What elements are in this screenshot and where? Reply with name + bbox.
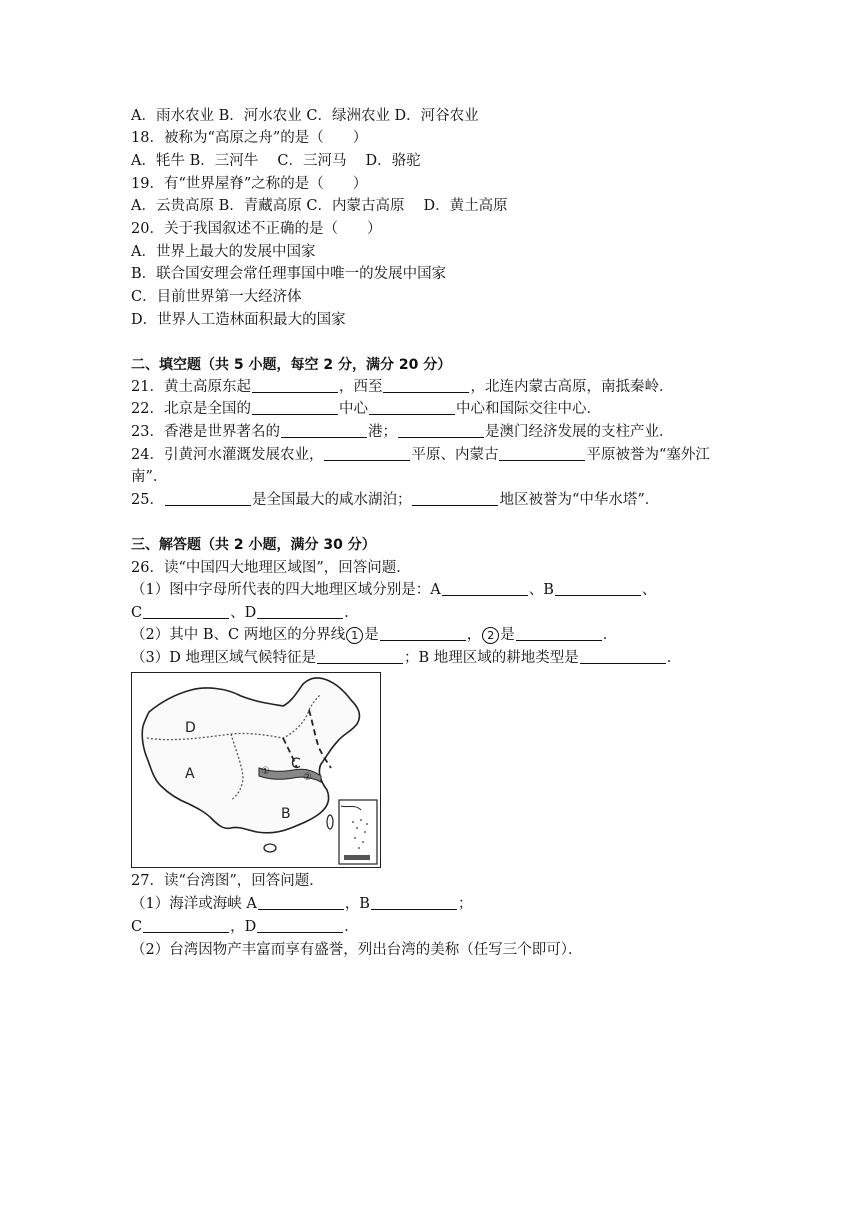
question-20-option-b: B．联合国安理会常任理事国中唯一的发展中国家 — [131, 266, 447, 282]
q23-text-a: 23．香港是世界著名的 — [131, 424, 280, 440]
question-20-stem: 20．关于我国叙述不正确的是（ ） — [131, 221, 382, 237]
question-27-part-2: （2）台湾因物产丰富而享有盛誉，列出台湾的美称（任写三个即可）． — [131, 942, 583, 958]
q23-text-b: 港； — [367, 424, 397, 440]
hainan-island — [264, 844, 276, 852]
q22-text-c: 中心和国际交往中心． — [455, 401, 601, 417]
circled-number-2: 2 — [482, 627, 499, 644]
q21-text-c: ，北连内蒙古高原，南抵秦岭． — [470, 379, 674, 395]
question-21 — [131, 377, 673, 397]
answer-blank[interactable] — [369, 400, 455, 415]
q26-p2-text-b: 是 — [364, 627, 379, 643]
q23-text-c: 是澳门经济发展的支柱产业． — [484, 424, 674, 440]
circled-number-1: 1 — [346, 627, 363, 644]
answer-blank[interactable] — [580, 649, 666, 664]
question-24-continued: 南”． — [131, 469, 168, 485]
q25-text-b: 是全国最大的咸水湖泊； — [251, 492, 412, 508]
q27-p1-text-d: C — [131, 919, 143, 935]
question-18-options: A．牦牛 B．三河牛 C．三河马 D．骆驼 — [131, 153, 421, 169]
answer-blank[interactable] — [380, 626, 466, 641]
question-27-part-1 — [131, 894, 472, 914]
answer-blank[interactable] — [324, 446, 410, 461]
q22-text-a: 22．北京是全国的 — [131, 401, 251, 417]
answer-blank[interactable] — [398, 423, 484, 438]
q21-text-b: ，西至 — [338, 379, 383, 395]
map-label-b: B — [281, 806, 291, 822]
question-22 — [131, 399, 601, 419]
q25-text-c: 地区被誉为“中华水塔”． — [499, 492, 660, 508]
q22-text-b: 中心 — [338, 401, 368, 417]
question-20-option-c: C．目前世界第一大经济体 — [131, 289, 302, 305]
question-26-part-1 — [131, 580, 656, 600]
china-regions-map-svg — [131, 672, 381, 868]
answer-blank[interactable] — [143, 604, 229, 619]
q27-p1-text-e: ，D — [230, 919, 257, 935]
map-label-circle-2: ② — [303, 772, 312, 783]
answer-blank[interactable] — [412, 491, 498, 506]
question-18-stem: 18．被称为“高原之舟”的是（ ） — [131, 130, 368, 146]
answer-blank[interactable] — [281, 423, 367, 438]
question-19-stem: 19．有“世界屋脊”之称的是（ ） — [131, 176, 368, 192]
question-19-options: A．云贵高原 B．青藏高原 C．内蒙古高原 D．黄土高原 — [131, 198, 508, 214]
answer-blank[interactable] — [371, 895, 457, 910]
china-regions-map — [131, 672, 381, 868]
answer-blank[interactable] — [499, 446, 585, 461]
q25-text-a: 25． — [131, 492, 164, 508]
q26-p1-text-c: 、 — [641, 582, 657, 598]
q27-p1-text-b: ，B — [344, 896, 370, 912]
q24-text-c: 平原被誉为“塞外江 — [586, 447, 710, 463]
map-label-a: A — [185, 766, 195, 782]
q26-p1-text-e: 、D — [230, 605, 257, 621]
answer-blank[interactable] — [516, 626, 602, 641]
south-sea-inset-caption — [344, 855, 370, 860]
q27-p1-text-c: ； — [457, 896, 473, 912]
question-20-option-d: D．世界人工造林面积最大的国家 — [131, 312, 346, 328]
question-27-part-1-continued — [131, 917, 359, 937]
question-17-options: A．雨水农业 B．河水农业 C．绿洲农业 D．河谷农业 — [131, 108, 479, 124]
answer-blank[interactable] — [257, 604, 343, 619]
q24-text-a: 24．引黄河水灌溉发展农业， — [131, 447, 324, 463]
question-23 — [131, 422, 673, 442]
answer-blank[interactable] — [252, 400, 338, 415]
q21-text-a: 21．黄土高原东起 — [131, 379, 251, 395]
taiwan-island — [327, 815, 333, 829]
map-label-circle-1: ① — [261, 766, 270, 777]
answer-blank[interactable] — [257, 918, 343, 933]
q26-p1-text-a: （1）图中字母所代表的四大地理区域分别是：A — [131, 582, 441, 598]
q27-p1-text-f: ． — [344, 919, 359, 935]
answer-blank[interactable] — [165, 491, 251, 506]
question-26-part-3 — [131, 648, 681, 668]
q27-p1-text-a: （1）海洋或海峡 A — [131, 896, 257, 912]
q26-p2-text-c: ， — [466, 627, 482, 643]
q26-p3-text-c: ． — [666, 650, 682, 666]
map-label-c: C — [291, 756, 301, 772]
q26-p1-text-d: C — [131, 605, 143, 621]
answer-blank[interactable] — [317, 649, 403, 664]
south-sea-inset — [339, 800, 377, 864]
question-20-option-a: A．世界上最大的发展中国家 — [131, 244, 316, 260]
question-24 — [131, 445, 710, 465]
q26-p3-text-b: ；B 地理区域的耕地类型是 — [403, 650, 579, 666]
section-3-heading: 三、解答题（共 2 小题，满分 30 分） — [131, 537, 376, 553]
q26-p2-text-e: ． — [602, 627, 618, 643]
question-26-stem: 26．读“中国四大地理区域图”，回答问题． — [131, 560, 411, 576]
answer-blank[interactable] — [555, 581, 641, 596]
q24-text-b: 平原、内蒙古 — [411, 447, 499, 463]
question-26-part-1-continued — [131, 603, 359, 623]
question-26-part-2 — [131, 625, 617, 645]
answer-blank[interactable] — [383, 378, 469, 393]
q26-p3-text-a: （3）D 地理区域气候特征是 — [131, 650, 316, 666]
question-25 — [131, 490, 659, 510]
q26-p2-text-a: （2）其中 B、C 两地区的分界线 — [131, 627, 346, 643]
q26-p1-text-f: ． — [344, 605, 359, 621]
question-27-stem: 27．读“台湾图”，回答问题． — [131, 873, 324, 889]
answer-blank[interactable] — [442, 581, 528, 596]
answer-blank[interactable] — [252, 378, 338, 393]
map-label-d: D — [185, 720, 196, 736]
answer-blank[interactable] — [258, 895, 344, 910]
q26-p2-text-d: 是 — [500, 627, 515, 643]
q26-p1-text-b: 、B — [528, 582, 554, 598]
answer-blank[interactable] — [143, 918, 229, 933]
section-2-heading: 二、填空题（共 5 小题，每空 2 分，满分 20 分） — [131, 357, 452, 373]
